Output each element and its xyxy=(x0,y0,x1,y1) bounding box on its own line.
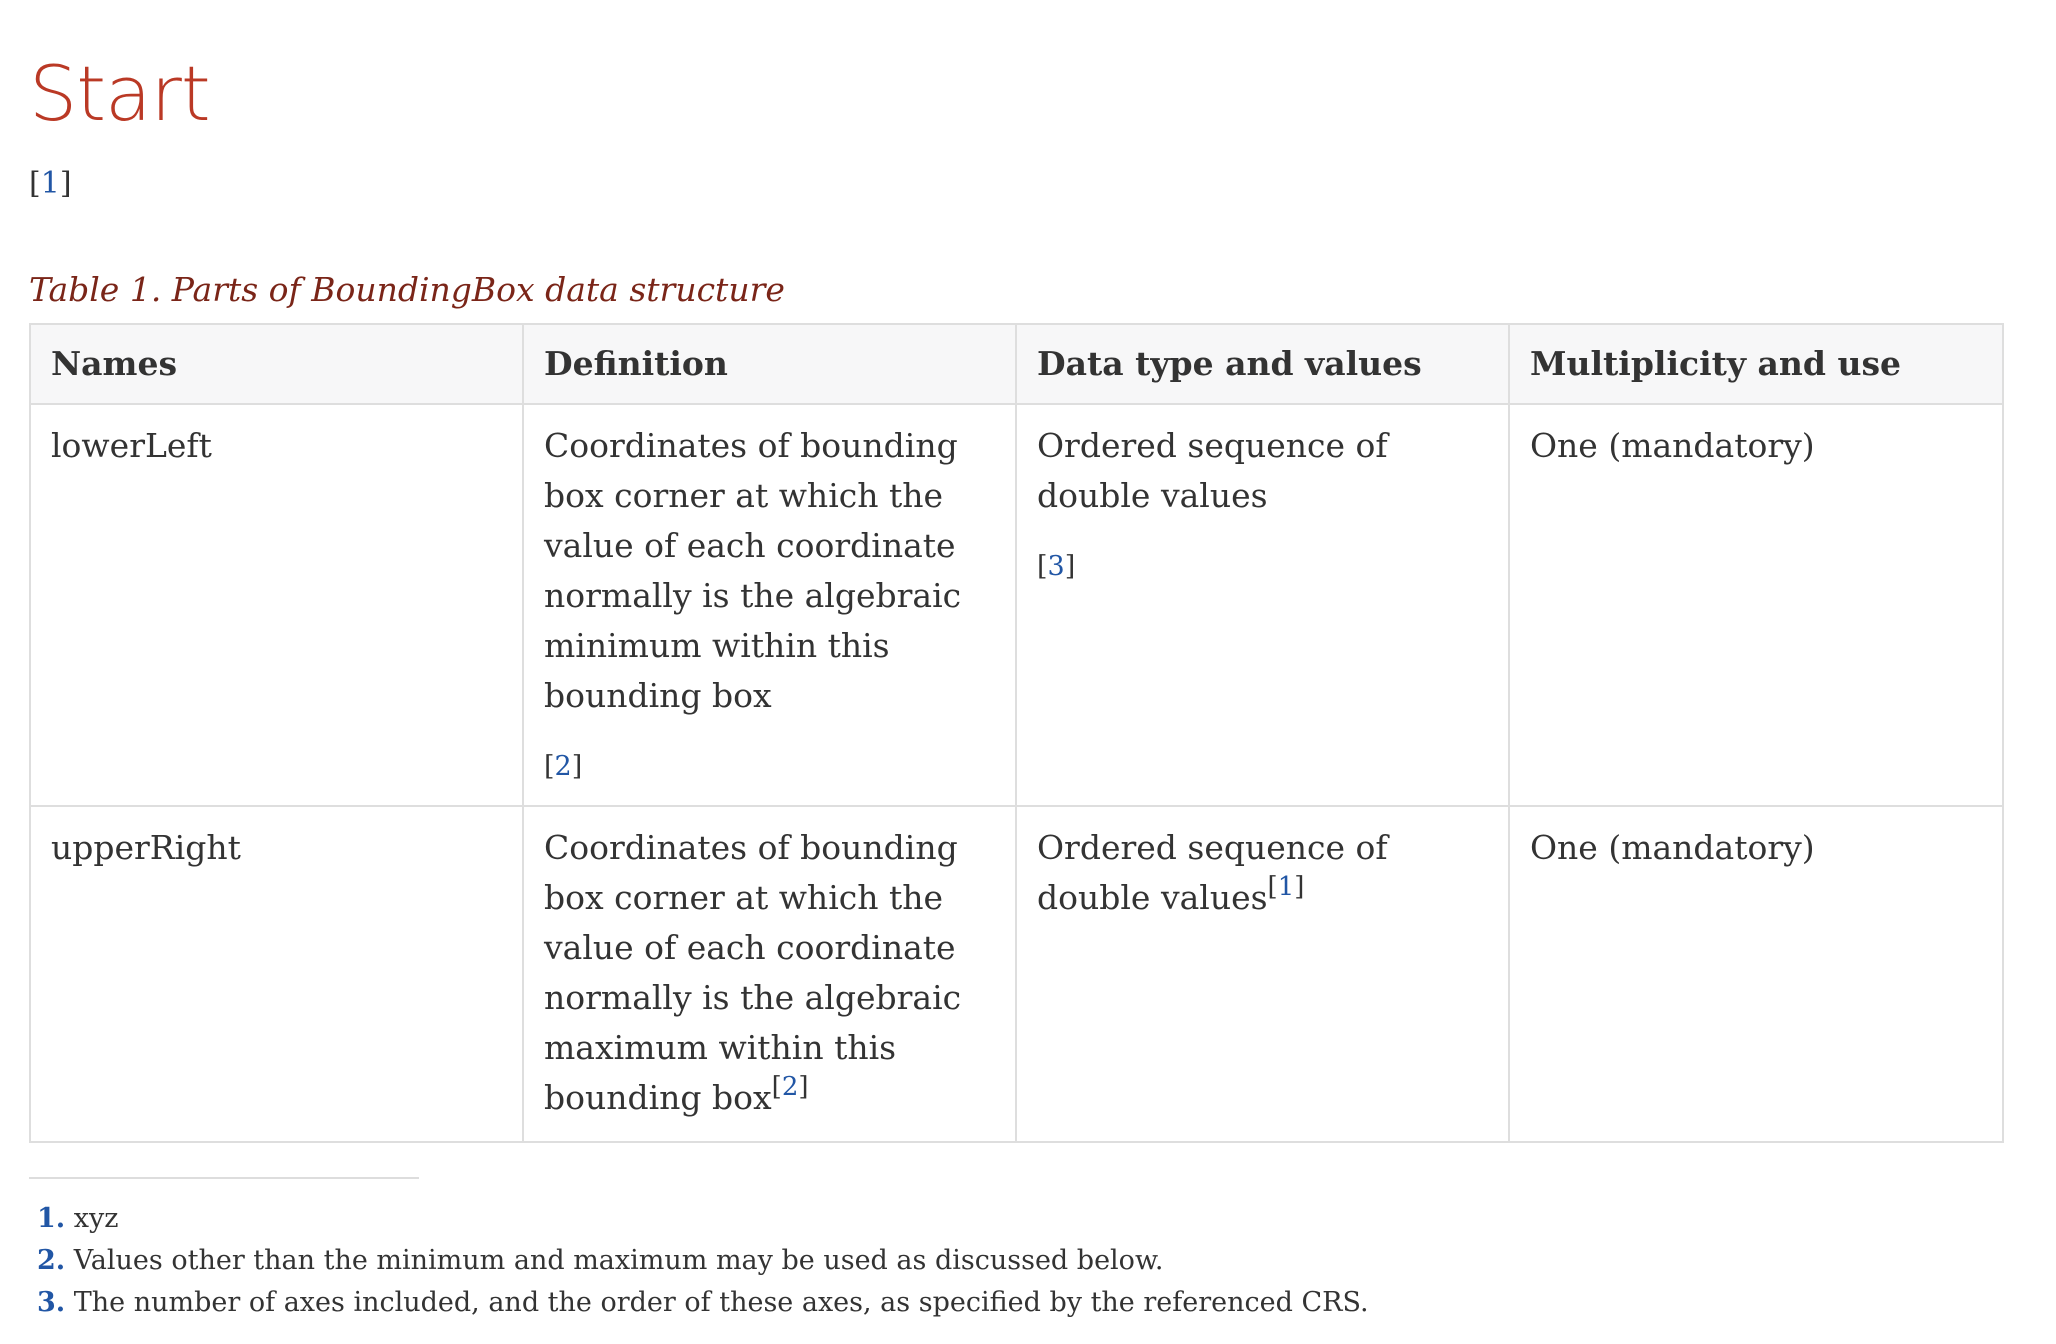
footnote-number[interactable]: 3. xyxy=(37,1287,66,1318)
footnote-text: Values other than the minimum and maximum may be used as discussed below. xyxy=(73,1245,1164,1276)
cell-multiplicity: One (mandatory) xyxy=(1509,806,2003,1142)
footnote-item xyxy=(37,1198,1369,1240)
footnote-link-1[interactable]: 1 xyxy=(1277,872,1295,902)
datatype-footnote-sup: [1] xyxy=(1267,872,1305,902)
datatype-footnote-ref: [3] xyxy=(1037,551,1076,582)
table-row xyxy=(30,404,2003,806)
definition-text: Coordinates of bounding box corner at which the value of each coordinate normally is the algebraic maximum within this bounding box xyxy=(544,828,962,1117)
table-header-row xyxy=(30,324,2003,404)
cell-definition xyxy=(523,806,1016,1142)
definition-text: Coordinates of bounding box corner at which the value of each coordinate normally is the algebraic minimum within this bounding box xyxy=(544,426,962,715)
footnote-link-1[interactable]: 1 xyxy=(40,166,60,201)
bracket-open: [ xyxy=(29,166,41,201)
footnotes-divider xyxy=(29,1177,419,1179)
definition-footnote-ref: [2] xyxy=(544,751,583,782)
page-title: Start xyxy=(29,49,210,138)
footnote-item xyxy=(37,1240,1369,1282)
cell-name: upperRight xyxy=(30,806,523,1142)
header-definition: Definition xyxy=(523,324,1016,404)
cell-name: lowerLeft xyxy=(30,404,523,806)
bracket-close: ] xyxy=(59,166,72,201)
header-multiplicity: Multiplicity and use xyxy=(1509,324,2003,404)
cell-definition xyxy=(523,404,1016,806)
header-data-type: Data type and values xyxy=(1016,324,1509,404)
datatype-text: Ordered sequence of double values xyxy=(1037,828,1388,917)
table-caption: Table 1. Parts of BoundingBox data structure xyxy=(29,270,785,309)
table-row xyxy=(30,806,2003,1142)
definition-footnote-sup: [2] xyxy=(771,1072,809,1102)
boundingbox-table xyxy=(29,323,2004,1143)
cell-datatype xyxy=(1016,404,1509,806)
footnotes-list xyxy=(37,1198,1369,1324)
footnote-text: xyz xyxy=(73,1203,119,1234)
cell-datatype xyxy=(1016,806,1509,1142)
footnote-text: The number of axes included, and the order of these axes, as specified by the referenced CRS. xyxy=(73,1287,1369,1318)
header-names: Names xyxy=(30,324,523,404)
footnote-item xyxy=(37,1282,1369,1324)
footnote-link-2[interactable]: 2 xyxy=(554,751,572,782)
footnote-number[interactable]: 1. xyxy=(37,1203,66,1234)
footnote-link-2[interactable]: 2 xyxy=(781,1072,799,1102)
footnote-number[interactable]: 2. xyxy=(37,1245,66,1276)
footnote-link-3[interactable]: 3 xyxy=(1047,551,1065,582)
datatype-text: Ordered sequence of double values xyxy=(1037,426,1388,515)
intro-footnote-ref xyxy=(29,164,72,204)
cell-multiplicity: One (mandatory) xyxy=(1509,404,2003,806)
